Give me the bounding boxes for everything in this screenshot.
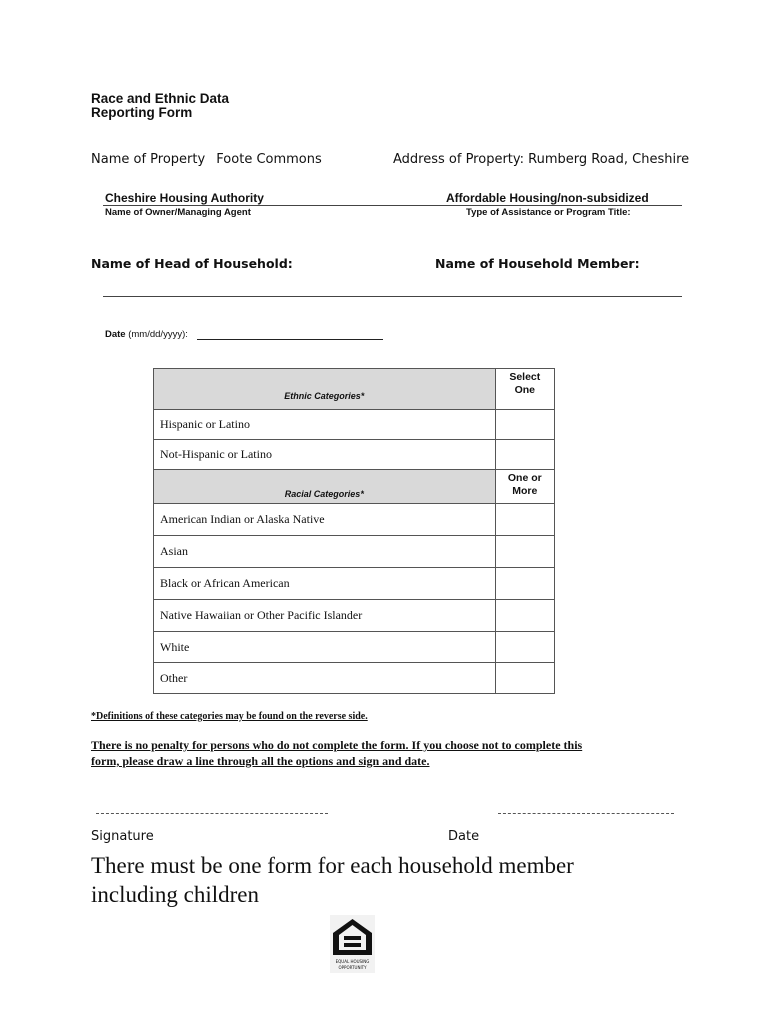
racial-option-checkbox[interactable] <box>495 600 554 632</box>
table-row <box>154 504 555 536</box>
ethnic-select-header <box>495 369 554 410</box>
property-address-value[interactable]: Rumberg Road, Cheshire <box>528 152 690 167</box>
ethnic-option-checkbox[interactable] <box>495 440 554 470</box>
signature-date-label: Date <box>448 829 480 844</box>
footer-statement <box>91 851 574 909</box>
footer-line1: There must be one form for each household member <box>91 853 574 878</box>
svg-text:OPPORTUNITY: OPPORTUNITY <box>338 965 367 970</box>
ethnic-header-row <box>154 369 555 410</box>
svg-text:EQUAL HOUSING: EQUAL HOUSING <box>335 959 370 964</box>
ethnic-select-line2: One <box>514 384 536 396</box>
penalty-note-line2: form, please draw a line through all the options and sign and date. <box>91 754 430 768</box>
form-title-line1: Race and Ethnic Data <box>91 91 230 106</box>
racial-option-label: Native Hawaiian or Other Pacific Islander <box>154 600 496 632</box>
household-name-line[interactable] <box>103 296 682 297</box>
category-table <box>153 368 555 694</box>
ethnic-option-label: Not-Hispanic or Latino <box>154 440 496 470</box>
table-row <box>154 600 555 632</box>
property-name-value[interactable]: Foote Commons <box>216 152 322 167</box>
form-title <box>91 92 229 120</box>
equal-housing-opportunity-logo <box>330 915 375 973</box>
equal-housing-icon <box>330 915 375 973</box>
head-of-household-label: Name of Head of Household: <box>91 256 293 271</box>
table-row <box>154 632 555 663</box>
household-member-label: Name of Household Member: <box>435 256 640 271</box>
penalty-note <box>91 737 582 769</box>
racial-option-checkbox[interactable] <box>495 504 554 536</box>
owner-label: Name of Owner/Managing Agent <box>105 207 251 218</box>
footer-line2: including children <box>91 882 259 907</box>
racial-option-checkbox[interactable] <box>495 663 554 694</box>
racial-option-checkbox[interactable] <box>495 632 554 663</box>
owner-assistance-underline <box>103 205 682 206</box>
table-row <box>154 663 555 694</box>
date-field <box>105 329 188 340</box>
racial-option-label: American Indian or Alaska Native <box>154 504 496 536</box>
form-title-line2: Reporting Form <box>91 105 193 120</box>
signature-date-line[interactable] <box>498 813 674 814</box>
racial-option-label: Asian <box>154 536 496 568</box>
racial-option-checkbox[interactable] <box>495 568 554 600</box>
racial-header-row <box>154 470 555 504</box>
racial-option-label: Black or African American <box>154 568 496 600</box>
table-row <box>154 410 555 440</box>
date-format-hint: (mm/dd/yyyy): <box>128 329 188 340</box>
ethnic-select-line1: Select <box>509 371 541 383</box>
property-name-field <box>91 152 322 167</box>
ethnic-header: Ethnic Categories* <box>154 369 496 410</box>
table-row <box>154 568 555 600</box>
property-name-label: Name of Property <box>91 152 206 167</box>
table-row <box>154 536 555 568</box>
signature-line[interactable] <box>96 813 328 814</box>
racial-select-line2: More <box>512 485 538 497</box>
property-address-field <box>393 152 689 167</box>
ethnic-option-checkbox[interactable] <box>495 410 554 440</box>
racial-select-line1: One or <box>507 472 542 484</box>
racial-option-checkbox[interactable] <box>495 536 554 568</box>
signature-label: Signature <box>91 829 154 844</box>
definitions-note: *Definitions of these categories may be found on the reverse side. <box>91 711 368 722</box>
assistance-label: Type of Assistance or Program Title: <box>466 207 631 218</box>
racial-header: Racial Categories* <box>154 470 496 504</box>
date-input-line[interactable] <box>197 339 383 340</box>
racial-option-label: White <box>154 632 496 663</box>
ethnic-option-label: Hispanic or Latino <box>154 410 496 440</box>
racial-option-label: Other <box>154 663 496 694</box>
assistance-value[interactable]: Affordable Housing/non-subsidized <box>446 191 649 205</box>
owner-value[interactable]: Cheshire Housing Authority <box>105 191 264 205</box>
table-row <box>154 440 555 470</box>
penalty-note-line1: There is no penalty for persons who do not complete the form. If you choose not to complete this <box>91 738 583 752</box>
date-label: Date <box>105 329 126 340</box>
property-address-label: Address of Property: <box>393 152 525 167</box>
racial-select-header <box>495 470 554 504</box>
